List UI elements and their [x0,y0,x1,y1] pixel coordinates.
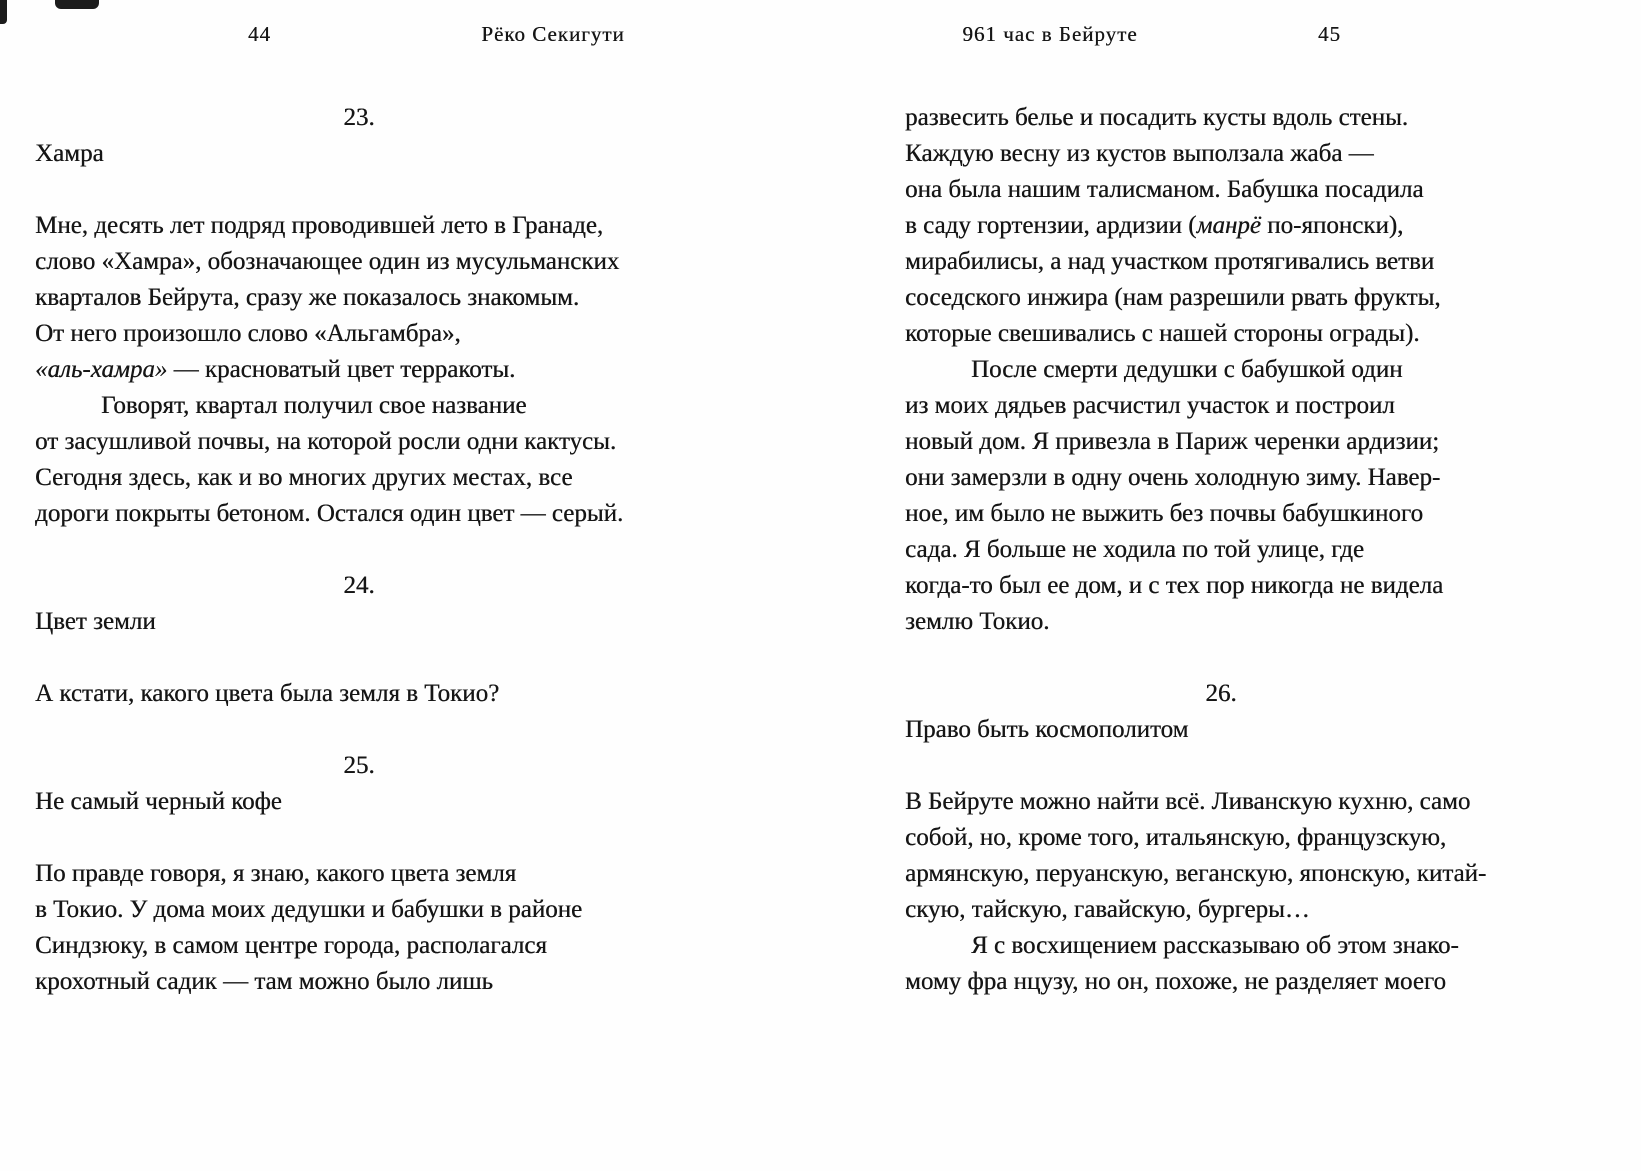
left-page-text [35,100,683,1000]
text-line: Не самый черный кофе [35,788,282,815]
page-number-right: 45 [1318,22,1341,46]
text-line: Каждую весну из кустов выползала жаба — [905,140,1374,167]
text-line: После смерти дедушки с бабушкой один [971,356,1403,383]
text-line: Право быть космополитом [905,716,1189,743]
blank-line [905,748,1537,784]
scan-artifact-blob [55,0,99,9]
text-line: от засушливой почвы, на которой росли одни кактусы. [35,428,617,455]
text-line: дороги покрыты бетоном. Остался один цвет — серый. [35,500,624,527]
running-header-title: 961 час в Бейруте [962,22,1138,46]
text-segment: в саду гортензии, ардизии ( [905,212,1197,239]
text-line: Мне, десять лет подряд проводившей лето в Гранаде, [35,212,604,239]
section-number: 26. [1205,680,1237,707]
text-line: А кстати, какого цвета была земля в Токио? [35,680,500,707]
text-line: собой, но, кроме того, итальянскую, французскую, [905,824,1447,851]
blank-line [35,712,683,748]
text-line: От него произошло слово «Альгамбра», [35,320,461,347]
text-line: она была нашим талисманом. Бабушка посадила [905,176,1424,203]
text-line: в Токио. У дома моих дедушки и бабушки в районе [35,896,583,923]
text-line: землю Токио. [905,608,1050,635]
text-line: сада. Я больше не ходила по той улице, где [905,536,1364,563]
text-line: когда-то был ее дом, и с тех пор никогда не видела [905,572,1444,599]
text-line: из моих дядьев расчистил участок и построил [905,392,1395,419]
section-number: 23. [343,104,375,131]
text-line: Цвет земли [35,608,156,635]
blank-line [35,172,683,208]
right-page-text [905,100,1537,1000]
text-line: скую, тайскую, гавайскую, бургеры… [905,896,1310,923]
blank-line [35,820,683,856]
text-line: соседского инжира (нам разрешили рвать фрукты, [905,284,1441,311]
page-number-left: 44 [248,22,271,46]
italic-text-segment: «аль-хамра» [35,356,168,383]
text-line [905,208,1537,244]
text-line: По правде говоря, я знаю, какого цвета земля [35,860,517,887]
italic-text-segment: манрё [1196,212,1261,239]
text-segment: по-японски), [1260,212,1404,239]
text-line: кварталов Бейрута, сразу же показалось знакомым. [35,284,580,311]
text-line: Хамра [35,140,104,167]
text-line: Я с восхищением рассказываю об этом знако- [971,932,1459,959]
text-line: новый дом. Я привезла в Париж черенки ардизии; [905,428,1440,455]
text-line: Говорят, квартал получил свое название [101,392,527,419]
blank-line [905,640,1537,676]
text-line [35,352,683,388]
text-line: Синдзюку, в самом центре города, располагался [35,932,547,959]
blank-line [35,532,683,568]
text-line: ное, им было не выжить без почвы бабушкиного [905,500,1423,527]
running-header-author: Рёко Секигути [481,22,625,46]
text-line: которые свешивались с нашей стороны ограды). [905,320,1420,347]
section-number: 24. [343,572,375,599]
text-line: слово «Хамра», обозначающее один из мусульманских [35,248,620,275]
text-line: мому фра нцузу, но он, похоже, не разделяет моего [905,968,1446,995]
text-line: Сегодня здесь, как и во многих других местах, все [35,464,573,491]
section-number: 25. [343,752,375,779]
blank-line [35,640,683,676]
scan-artifact-edge [0,0,7,24]
text-line: они замерзли в одну очень холодную зиму. Навер- [905,464,1441,491]
text-line: В Бейруте можно найти всё. Ливанскую кухню, само [905,788,1471,815]
text-line: крохотный садик — там можно было лишь [35,968,493,995]
text-line: армянскую, перуанскую, веганскую, японскую, китай- [905,860,1487,887]
text-line: мирабилисы, а над участком протягивались ветви [905,248,1435,275]
text-segment: — красноватый цвет терракоты. [167,356,516,383]
text-line: развесить белье и посадить кусты вдоль стены. [905,104,1409,131]
